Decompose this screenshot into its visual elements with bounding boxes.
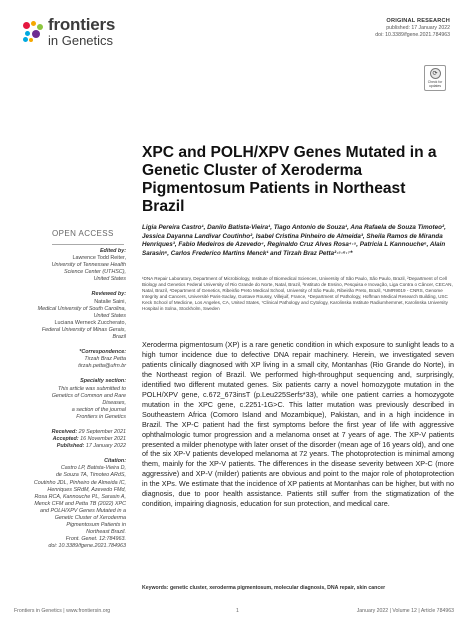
citation-line: Front. Genet. 12:784963. (65, 536, 126, 543)
reviewer-affiliation-line: Brazil (112, 334, 126, 341)
reviewer-affiliation-line: United States (93, 312, 126, 319)
reviewed-by-heading: Reviewed by: (91, 291, 126, 298)
article-sidebar (14, 248, 126, 558)
publisher-name: frontiers (48, 15, 116, 34)
correspondence-name: Tirzah Braz Petta (84, 356, 126, 363)
keywords-label: Keywords: (142, 585, 169, 591)
open-access-label (52, 229, 124, 245)
citation-line: de Souza TA, Timoteo ARdS, (55, 472, 126, 479)
editor-affiliation-line: University of Tennessee Health (51, 262, 126, 269)
citation-line: Northeast Brazil. (86, 529, 126, 536)
citation-doi-link[interactable]: doi: 10.3389/fgene.2021.784963 (48, 543, 126, 550)
received-date: 29 September 2021 (78, 428, 126, 435)
article-type: ORIGINAL RESEARCH (386, 18, 450, 24)
citation-heading: Citation: (104, 458, 126, 465)
reviewer-name: Natalie Saini, (94, 298, 126, 305)
footer-issue-info: January 2022 | Volume 12 | Article 784963 (356, 608, 454, 614)
citation-line: Henriques SRdM, Azevedo FMd, (47, 486, 126, 493)
correspondence-heading: *Correspondence: (79, 349, 126, 356)
edited-by-section (14, 248, 126, 283)
specialty-section (14, 378, 126, 421)
citation-section (14, 458, 126, 550)
check-for-updates-button[interactable] (424, 65, 446, 91)
article-meta (375, 18, 450, 39)
author-list: Ligia Pereira Castro¹, Danilo Batista-Vieira¹, Tiago Antonio de Souza¹, Ana Rafaela de Souza Timoteo², Jessica Dayanna Landivar Coutinho², Isabel Cristina Pinheiro de Almeida³, Sheila Ramos de Miranda Henriques³, Fabio Medeiros de Azevedo⁴, Reginaldo Cruz Alves Rosa⁴·⁵, Patricia L Kannouche⁶, Alain Sarasin⁶, Carlos Frederico Martins Menck¹ and Tirzah Braz Petta²·⁵·⁶·⁷* (142, 224, 446, 257)
reviewer-affiliation-line: Medical University of South Carolina, (37, 305, 126, 312)
reviewed-by-section (14, 291, 126, 341)
open-access-text: OPEN ACCESS (52, 229, 114, 238)
citation-line: Coutinho JDL, Pinheiro de Almeida IC, (33, 479, 126, 486)
doi-link[interactable]: doi: 10.3389/fgene.2021.784963 (375, 32, 450, 38)
specialty-heading: Specialty section: (80, 378, 126, 385)
journal-logo (22, 16, 115, 47)
received-label: Received: (51, 428, 78, 435)
editor-affiliation-line: United States (93, 276, 126, 283)
edited-by-heading: Edited by: (99, 248, 126, 254)
abstract: Xeroderma pigmentosum (XP) is a rare genetic condition in which exposure to sunlight leads to a high tumor incidence due to defective DNA repair machinery. Herein, we investigated seven patients clinically diagnosed with XP living in a small city, Montanhas (Rio Grande do Norte), in the Northeast region of Brazil. We performed high-throughput sequencing and, surprisingly, identified two different mutated genes. Six patients carry a novel homozygote mutation in the POLH/XPV gene, c.672_673insT (p.Leu225Serfs*33), while one patient carries a homozygote mutation in the XPC gene, c.2251-1G>C. This latter mutation was previously described in Southeastern Africa (Comoro Island and Mozambique), Pakistan, and in a high incidence in Brazil. The XP-C patient had the first symptoms before the first year of life with aggressive ophthalmologic tumor progression and a melanoma onset at 7 years of age. The XP-V patients presented a milder phenotype with later onset of the disorder (mean age of 16 years old), and one of the six XP-V patients developed melanoma at 72 years. The photoprotection is minimal among them, mainly for the XP-V patients. The differences in the disease severity between XP-C (more aggressive) and XP-V (milder) patients are obvious and point to the major role of photoprotection in the XPs. We estimate that the incidence of XP patients at Montanhas can be higher, but with no diagnosis, due to poor health assistance. Patients still suffer from the stigmatization of the condition, impairing diagnosis, education for sun protection, and medical care. (142, 340, 454, 509)
specialty-line: This article was submitted to (57, 385, 126, 392)
keywords-list: genetic cluster, xeroderma pigmentosum, molecular diagnosis, DNA repair, skin cancer (169, 585, 386, 591)
correspondence-section (14, 349, 126, 370)
citation-line: Castro LP, Batista-Vieira D, (60, 465, 126, 472)
frontiers-logo-icon (22, 21, 44, 43)
editor-affiliation-line: Science Center (UTHSC), (63, 269, 126, 276)
divider (52, 244, 124, 245)
refresh-icon: ⟳ (430, 68, 441, 79)
footer-journal-link[interactable]: Frontiers in Genetics | www.frontiersin.org (14, 608, 111, 614)
check-for-updates-label: Check for updates (427, 80, 443, 88)
article-title: XPC and POLH/XPV Genes Mutated in a Genetic Cluster of Xeroderma Pigmentosum Patients in Northeast Brazil (142, 144, 437, 215)
reviewer-name: Luciana Werneck Zuccherato, (54, 319, 126, 326)
editor-name: Lawrence Todd Reiter, (72, 255, 126, 262)
accepted-date: 16 November 2021 (80, 436, 126, 443)
dates-section (14, 429, 126, 450)
page-number: 1 (236, 608, 239, 614)
specialty-line: Genetics of Common and Rare (51, 392, 126, 399)
published-date: published: 17 January 2022 (386, 25, 450, 31)
specialty-line: Frontiers in Genetics (76, 413, 126, 420)
accepted-label: Accepted: (52, 436, 79, 443)
specialty-line: Diseases, (102, 399, 126, 406)
page-footer (14, 608, 454, 614)
citation-line: Genetic Cluster of Xeroderma (54, 515, 126, 521)
citation-line: Menck CFM and Petta TB (2022) XPC (34, 500, 126, 507)
correspondence-email-link[interactable]: tirzah.petta@ufrn.br (78, 363, 126, 370)
keywords (142, 585, 454, 591)
citation-line: and POLH/XPV Genes Mutated in a (39, 507, 126, 514)
published-label: Published: (56, 443, 85, 450)
citation-line: Pigmentosum Patients in (66, 522, 126, 529)
affiliation-list: ¹DNA Repair Laboratory, Department of Microbiology, Institute of Biomedical Sciences, University of São Paulo, São Paulo, Brazil, ²Department of Cell Biology and Genetics Federal University of Rio Grande do Norte, Natal, Brazil, ³Instituto de Ensino, Pesquisa e Inovação, Liga Contra o Câncer, CECAN, Natal, Brazil, ⁴Department of Genetics, Ribeirão Preto Medical School, University of São Paulo, Ribeirão Preto, Brazil, ⁵UMR9019 - CNRS, Genome Integrity and Cancers, Université Paris-Saclay, Gustave Roussy, Villejuif, France, ⁶Department of Pathology, Hoffman Medical Research Building, USC Keck School of Medicine, Los Angeles, CA, United States, ⁷Clinical Pathology and Cytology, Karolinska Institute Radiumhemmet, Karolinska University Hospital in Solna, Stockholm, Sweden (142, 276, 453, 312)
specialty-line: a section of the journal (71, 406, 126, 413)
citation-line: Rosa RCA, Kannouche PL, Sarasin A, (34, 493, 126, 500)
published-date-sidebar: 17 January 2022 (85, 443, 126, 450)
reviewer-affiliation-line: Federal University of Minas Gerais, (41, 326, 126, 333)
journal-name: in Genetics (48, 33, 114, 48)
